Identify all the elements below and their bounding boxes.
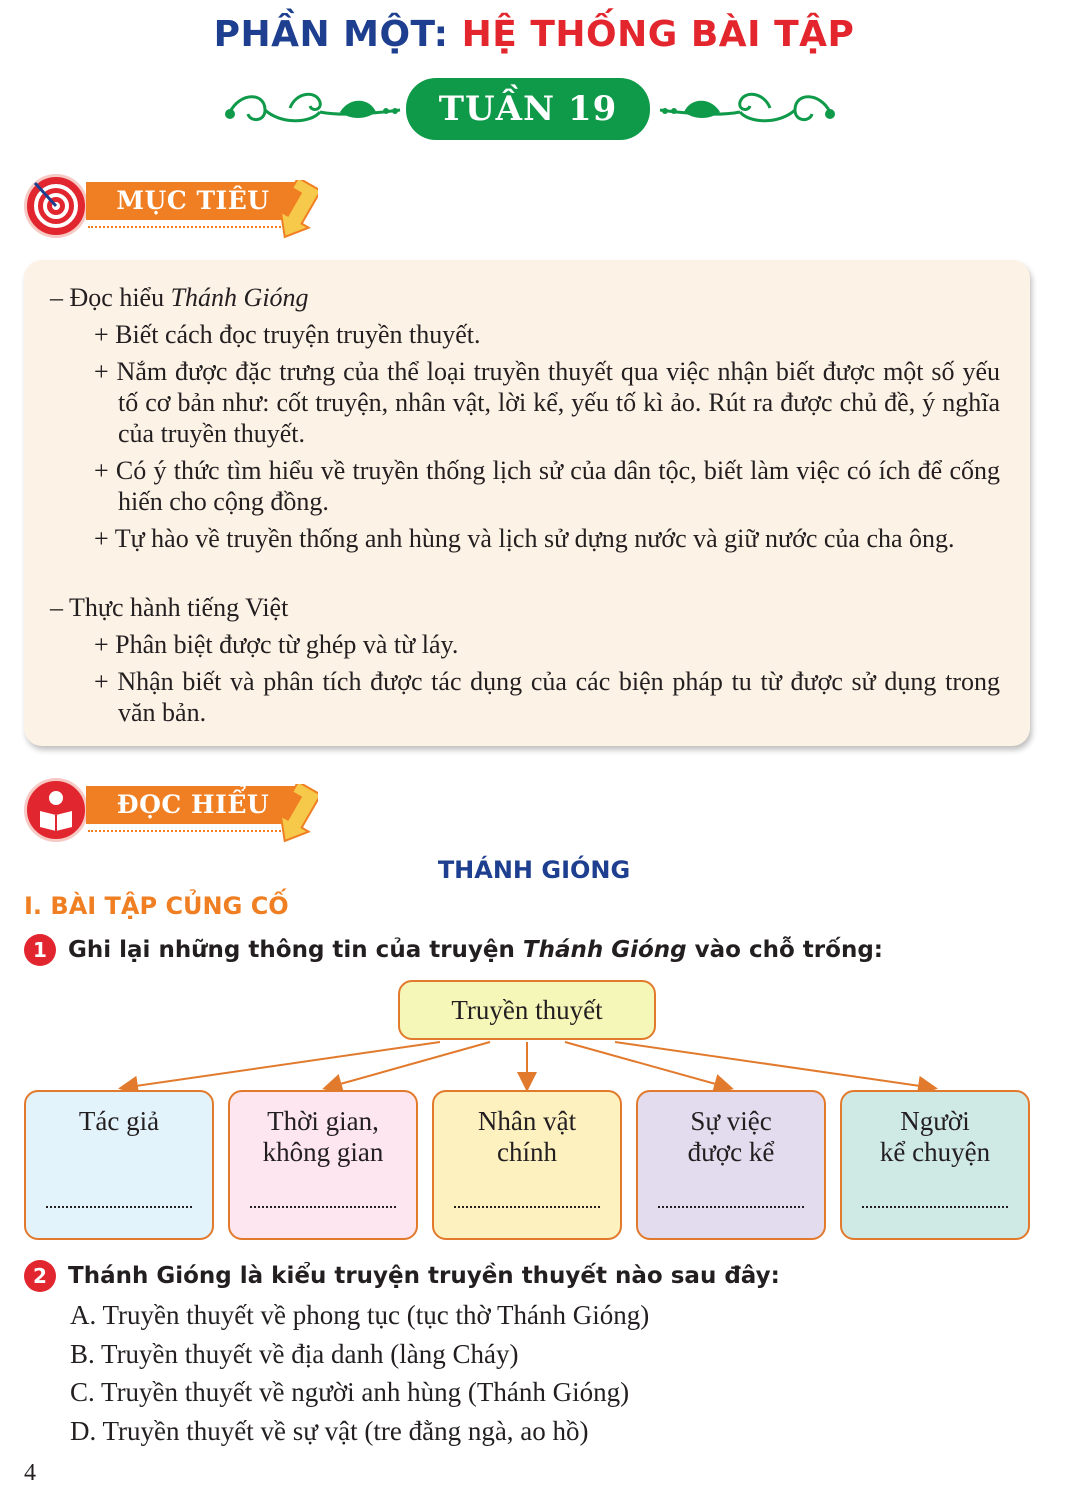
corner-arrow-icon (278, 180, 318, 242)
objective-item: + Tự hào về truyền thống anh hùng và lịch sử dựng nước và giữ nước của cha ông. (94, 524, 955, 553)
diagram-leaf-time-space (228, 1090, 418, 1240)
objective-reading-label: – Đọc hiểu (50, 283, 171, 312)
answer-blank[interactable] (250, 1206, 396, 1208)
leaf-label: không gian (262, 1137, 384, 1167)
question-number: 2 (24, 1260, 56, 1292)
question-text-part: vào chỗ trống: (686, 937, 883, 963)
diagram-leaf-main-character (432, 1090, 622, 1240)
left-ornament-icon (220, 82, 410, 138)
story-title: THÁNH GIÓNG (437, 856, 631, 884)
right-ornament-icon (650, 82, 840, 138)
leaf-label: chính (497, 1137, 557, 1167)
reader-icon (24, 778, 88, 842)
dotted-underline (88, 830, 296, 832)
leaf-label: kể chuyện (879, 1137, 991, 1167)
corner-arrow-icon (278, 784, 318, 846)
objective-reading (50, 282, 309, 313)
objectives-label: MỤC TIÊU (86, 182, 300, 220)
objective-practice: – Thực hành tiếng Việt (50, 593, 289, 622)
option-a[interactable]: A. Truyền thuyết về phong tục (tục thờ Thánh Gióng) (70, 1300, 650, 1330)
objective-item: + Phân biệt được từ ghép và từ láy. (94, 630, 459, 659)
reading-badge (24, 774, 324, 850)
option-c[interactable]: C. Truyền thuyết về người anh hùng (Thánh Gióng) (70, 1377, 630, 1407)
answer-blank[interactable] (454, 1206, 600, 1208)
question-text (68, 937, 883, 963)
question-text-italic: Thánh Gióng (522, 937, 687, 963)
part-prefix: PHẦN MỘT: (213, 14, 449, 55)
option-b[interactable]: B. Truyền thuyết về địa danh (làng Cháy) (70, 1339, 519, 1369)
objective-item: + Biết cách đọc truyện truyền thuyết. (94, 320, 481, 349)
answer-blank[interactable] (658, 1206, 804, 1208)
answer-blank[interactable] (46, 1206, 192, 1208)
dotted-underline (88, 226, 296, 228)
leaf-label: Thời gian, (267, 1106, 379, 1136)
week-label: TUẦN 19 (406, 78, 650, 140)
target-icon (24, 174, 88, 238)
question-1 (24, 934, 883, 966)
leaf-label: Sự việc (690, 1106, 772, 1136)
part-title (0, 14, 1068, 55)
option-d[interactable]: D. Truyền thuyết về sự vật (tre đằng ngà, ao hồ) (70, 1416, 589, 1446)
answer-blank[interactable] (862, 1206, 1008, 1208)
leaf-label: Tác giả (78, 1106, 160, 1136)
reading-label: ĐỌC HIỂU (86, 786, 300, 824)
question-2 (24, 1260, 780, 1292)
question-text-part: Ghi lại những thông tin của truyện (68, 937, 523, 963)
question-number: 1 (24, 934, 56, 966)
diagram-root: Truyền thuyết (398, 980, 656, 1040)
objective-reading-title: Thánh Gióng (170, 283, 309, 312)
diagram-leaf-author (24, 1090, 214, 1240)
leaf-label: Nhân vật (477, 1106, 577, 1136)
diagram-leaf-narrator (840, 1090, 1030, 1240)
leaf-label: Người (900, 1106, 970, 1136)
week-banner (0, 76, 1068, 142)
part-title-text: HỆ THỐNG BÀI TẬP (461, 14, 855, 55)
question-text: Thánh Gióng là kiểu truyện truyền thuyết nào sau đây: (68, 1263, 780, 1289)
diagram-connectors (0, 1036, 1068, 1096)
page-number: 4 (24, 1460, 36, 1486)
section-title: I. BÀI TẬP CỦNG CỐ (24, 892, 289, 920)
diagram-leaf-events (636, 1090, 826, 1240)
objective-item: + Có ý thức tìm hiểu về truyền thống lịch sử của dân tộc, biết làm việc có ích để cống hiến cho cộng đồng. (94, 456, 1000, 516)
objectives-badge (24, 170, 324, 246)
objective-item: + Nắm được đặc trưng của thể loại truyền thuyết qua việc nhận biết được một số yếu tố cơ bản như: cốt truyện, nhân vật, lời kể, yếu tố kì ảo. Rút ra được chủ đề, ý nghĩa của truyền thuyết. (94, 357, 1000, 448)
objective-item: + Nhận biết và phân tích được tác dụng của các biện pháp tu từ được sử dụng trong văn bản. (94, 667, 1000, 727)
leaf-label: được kể (687, 1137, 775, 1167)
